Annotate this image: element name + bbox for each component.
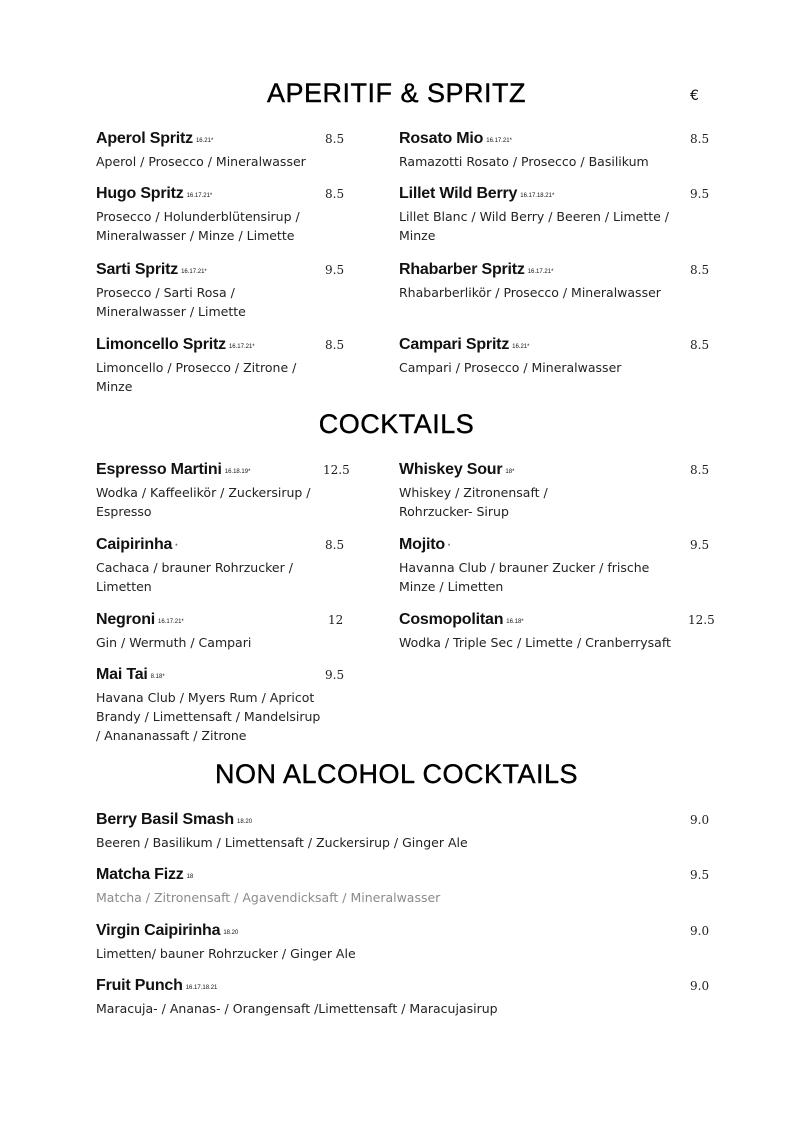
- item-name: Espresso Martini: [96, 461, 222, 478]
- item-price: 12.5: [323, 463, 350, 477]
- item-description: Matcha / Zitronensaft / Agavendicksaft / Mineralwasser: [96, 890, 441, 905]
- item-description: Havana Club / Myers Rum / Apricot Brandy / Limettensaft / Mandelsirup / Anananassaft / Zitrone: [96, 690, 321, 743]
- item-codes: 16.18*: [506, 619, 524, 625]
- item-price: 8.5: [325, 338, 345, 352]
- item-name: Sarti Spritz: [96, 261, 179, 278]
- menu-item: [96, 610, 311, 652]
- item-name: Lillet Wild Berry: [399, 185, 518, 202]
- item-price: 8.5: [690, 338, 710, 352]
- item-name: Whiskey Sour: [399, 461, 503, 478]
- item-name: Berry Basil Smash: [96, 811, 235, 828]
- item-codes: 16.17.21*: [228, 344, 255, 350]
- item-codes: 16.17.21*: [527, 269, 554, 275]
- menu-item: [399, 535, 654, 596]
- item-codes: 18.20: [237, 819, 253, 825]
- item-price: 8.5: [325, 132, 345, 146]
- item-codes: 16.21*: [512, 344, 530, 350]
- menu-item: [399, 260, 679, 302]
- item-price: 9.5: [690, 187, 710, 201]
- item-name: Negroni: [96, 611, 156, 628]
- menu-item: [96, 921, 616, 963]
- item-name: Caipirinha: [96, 536, 173, 553]
- item-codes: 8.18*: [150, 674, 165, 680]
- menu-item: [399, 184, 669, 245]
- item-description: Aperol / Prosecco / Mineralwasser: [96, 154, 306, 169]
- item-price: 12.5: [688, 613, 715, 627]
- item-description: Prosecco / Holunderblütensirup / Mineralwasser / Minze / Limette: [96, 209, 300, 243]
- item-codes: 16.17.21*: [486, 138, 512, 144]
- item-price: 8.5: [690, 463, 710, 477]
- item-codes: 18*: [505, 469, 515, 475]
- item-name: Limoncello Spritz: [96, 336, 226, 353]
- menu-item: [96, 535, 311, 596]
- section-title-cocktails: COCKTAILS: [318, 409, 475, 439]
- item-price: 8.5: [325, 187, 345, 201]
- item-description: Gin / Wermuth / Campari: [96, 635, 252, 650]
- item-description: Rhabarberlikör / Prosecco / Mineralwasser: [399, 285, 661, 300]
- menu-item: [399, 335, 669, 377]
- item-price: 9.0: [690, 924, 710, 938]
- item-price: 8.5: [690, 132, 710, 146]
- item-codes: 16.18.19*: [224, 469, 251, 475]
- item-name: Campari Spritz: [399, 336, 510, 353]
- item-description: Limoncello / Prosecco / Zitrone / Minze: [96, 360, 297, 394]
- item-name: Aperol Spritz: [96, 130, 193, 147]
- menu-item: [96, 810, 616, 852]
- item-name: Rhabarber Spritz: [399, 261, 525, 278]
- item-description: Lillet Blanc / Wild Berry / Beeren / Limette / Minze: [399, 209, 670, 243]
- item-price: 9.5: [690, 868, 710, 882]
- item-price: 9.5: [325, 668, 345, 682]
- item-price: 8.5: [325, 538, 345, 552]
- menu-item: [96, 260, 296, 321]
- item-description: Beeren / Basilikum / Limettensaft / Zuckersirup / Ginger Ale: [96, 835, 468, 850]
- item-codes: *: [175, 544, 178, 550]
- item-name: Mai Tai: [96, 666, 148, 683]
- item-price: 9.5: [325, 263, 345, 277]
- item-codes: 16.21*: [195, 138, 214, 144]
- item-codes: *: [447, 544, 451, 550]
- item-codes: 16.17.21*: [181, 269, 207, 275]
- item-description: Ramazotti Rosato / Prosecco / Basilikum: [399, 154, 649, 169]
- item-description: Maracuja- / Ananas- / Orangensaft /Limettensaft / Maracujasirup: [96, 1001, 498, 1016]
- item-name: Mojito: [399, 536, 445, 553]
- item-name: Rosato Mio: [399, 130, 484, 147]
- item-price: 12: [328, 613, 344, 627]
- menu-item: [96, 184, 311, 245]
- item-description: Cachaca / brauner Rohrzucker / Limetten: [96, 560, 293, 594]
- item-price: 8.5: [690, 263, 710, 277]
- menu-item: [96, 976, 636, 1018]
- menu-item: [96, 460, 311, 521]
- menu-item: [399, 460, 624, 521]
- item-codes: 16.17.18.21*: [520, 193, 555, 199]
- item-name: Matcha Fizz: [96, 866, 184, 883]
- section-title-aperitif: APERITIF & SPRITZ: [266, 78, 527, 108]
- menu-item: [96, 129, 311, 171]
- section-title-non-alcohol: NON ALCOHOL COCKTAILS: [214, 759, 579, 789]
- item-description: Havanna Club / brauner Zucker / frische Minze / Limetten: [399, 560, 650, 594]
- item-codes: 16.17.21*: [186, 193, 213, 199]
- item-description: Whiskey / Zitronensaft / Rohrzucker- Sirup: [399, 485, 548, 519]
- item-codes: 18: [186, 874, 194, 880]
- menu-item: [96, 865, 616, 907]
- menu-item: [96, 665, 328, 745]
- item-description: Wodka / Triple Sec / Limette / Cranberrysaft: [399, 635, 671, 650]
- item-price: 9.5: [690, 538, 710, 552]
- item-description: Wodka / Kaffeelikör / Zuckersirup / Espresso: [96, 485, 311, 519]
- menu-item: [399, 129, 669, 171]
- item-description: Limetten/ bauner Rohrzucker / Ginger Ale: [96, 946, 356, 961]
- item-name: Virgin Caipirinha: [96, 922, 221, 939]
- item-description: Prosecco / Sarti Rosa / Mineralwasser / Limette: [96, 285, 246, 319]
- item-codes: 16.17.21*: [158, 619, 184, 625]
- menu-item: [399, 610, 684, 652]
- item-name: Hugo Spritz: [96, 185, 184, 202]
- item-name: Fruit Punch: [96, 977, 183, 994]
- item-codes: 16.17.18.21: [185, 985, 218, 991]
- currency-symbol: €: [690, 88, 699, 104]
- item-price: 9.0: [690, 979, 710, 993]
- menu-item: [96, 335, 311, 396]
- item-codes: 18.20: [223, 930, 239, 936]
- item-price: 9.0: [690, 813, 710, 827]
- item-description: Campari / Prosecco / Mineralwasser: [399, 360, 622, 375]
- item-name: Cosmopolitan: [399, 611, 504, 628]
